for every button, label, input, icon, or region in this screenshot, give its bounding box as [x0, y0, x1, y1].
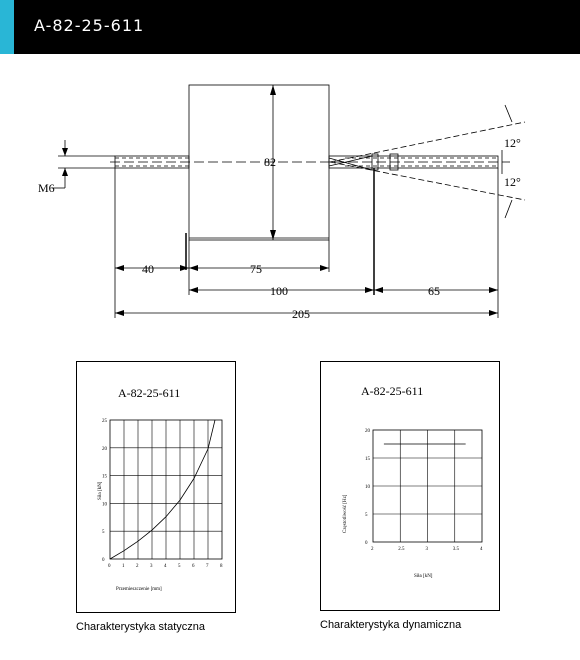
static-ytick: 15	[102, 474, 107, 480]
dim-75: 75	[250, 262, 262, 276]
dim-100: 100	[270, 284, 288, 298]
rubber-body	[189, 85, 329, 240]
dim-205: 205	[292, 307, 310, 321]
dim-40: 40	[142, 262, 154, 276]
dynamic-ytick: 15	[365, 457, 370, 462]
static-xtick: 7	[206, 564, 209, 569]
static-xtick: 6	[192, 564, 195, 569]
static-xtick: 2	[136, 564, 139, 569]
static-xtick: 1	[122, 564, 125, 569]
static-xtick: 5	[178, 564, 181, 569]
dynamic-caption: Charakterystyka dynamiczna	[320, 619, 462, 631]
dynamic-ytick: 0	[365, 541, 368, 546]
technical-drawing	[0, 60, 580, 390]
static-xtick: 3	[150, 564, 153, 569]
static-ylabel: Siła [kN]	[98, 481, 103, 500]
dynamic-xtick: 3	[425, 547, 428, 552]
static-ytick: 0	[102, 558, 105, 563]
static-series-line	[110, 420, 215, 559]
static-ytick: 20	[102, 446, 107, 452]
static-chart	[77, 362, 235, 612]
dynamic-xtick: 2.5	[398, 547, 405, 552]
dynamic-xtick: 3.5	[452, 547, 459, 552]
dynamic-title: A-82-25-611	[361, 384, 424, 398]
dynamic-ytick: 10	[365, 485, 370, 490]
dim-82: 82	[264, 155, 276, 169]
static-title: A-82-25-611	[118, 386, 181, 400]
static-xtick: 8	[220, 564, 223, 569]
dynamic-ytick: 5	[365, 513, 368, 518]
static-ytick: 10	[102, 502, 107, 508]
angle-bottom: 12°	[504, 175, 521, 189]
dynamic-ytick: 20	[365, 429, 370, 434]
page-title: A-82-25-611	[34, 16, 145, 35]
dynamic-xtick: 2	[371, 547, 374, 552]
static-ytick: 5	[102, 530, 105, 536]
dynamic-chart	[321, 362, 499, 610]
dynamic-xlabel: Siła [kN]	[414, 574, 433, 579]
angle-top: 12°	[504, 136, 521, 150]
dim-65: 65	[428, 284, 440, 298]
thread-label: M6	[38, 181, 55, 195]
static-xtick: 0	[108, 564, 111, 569]
static-caption: Charakterystyka statyczna	[76, 621, 205, 633]
static-ytick: 25	[102, 419, 107, 424]
static-xlabel: Przemieszczenie [mm]	[116, 587, 162, 592]
dynamic-ylabel: Częstotliwość [Hz]	[343, 494, 348, 533]
header-accent	[0, 0, 14, 54]
static-xtick: 4	[164, 564, 167, 569]
dynamic-xtick: 4	[480, 547, 483, 552]
